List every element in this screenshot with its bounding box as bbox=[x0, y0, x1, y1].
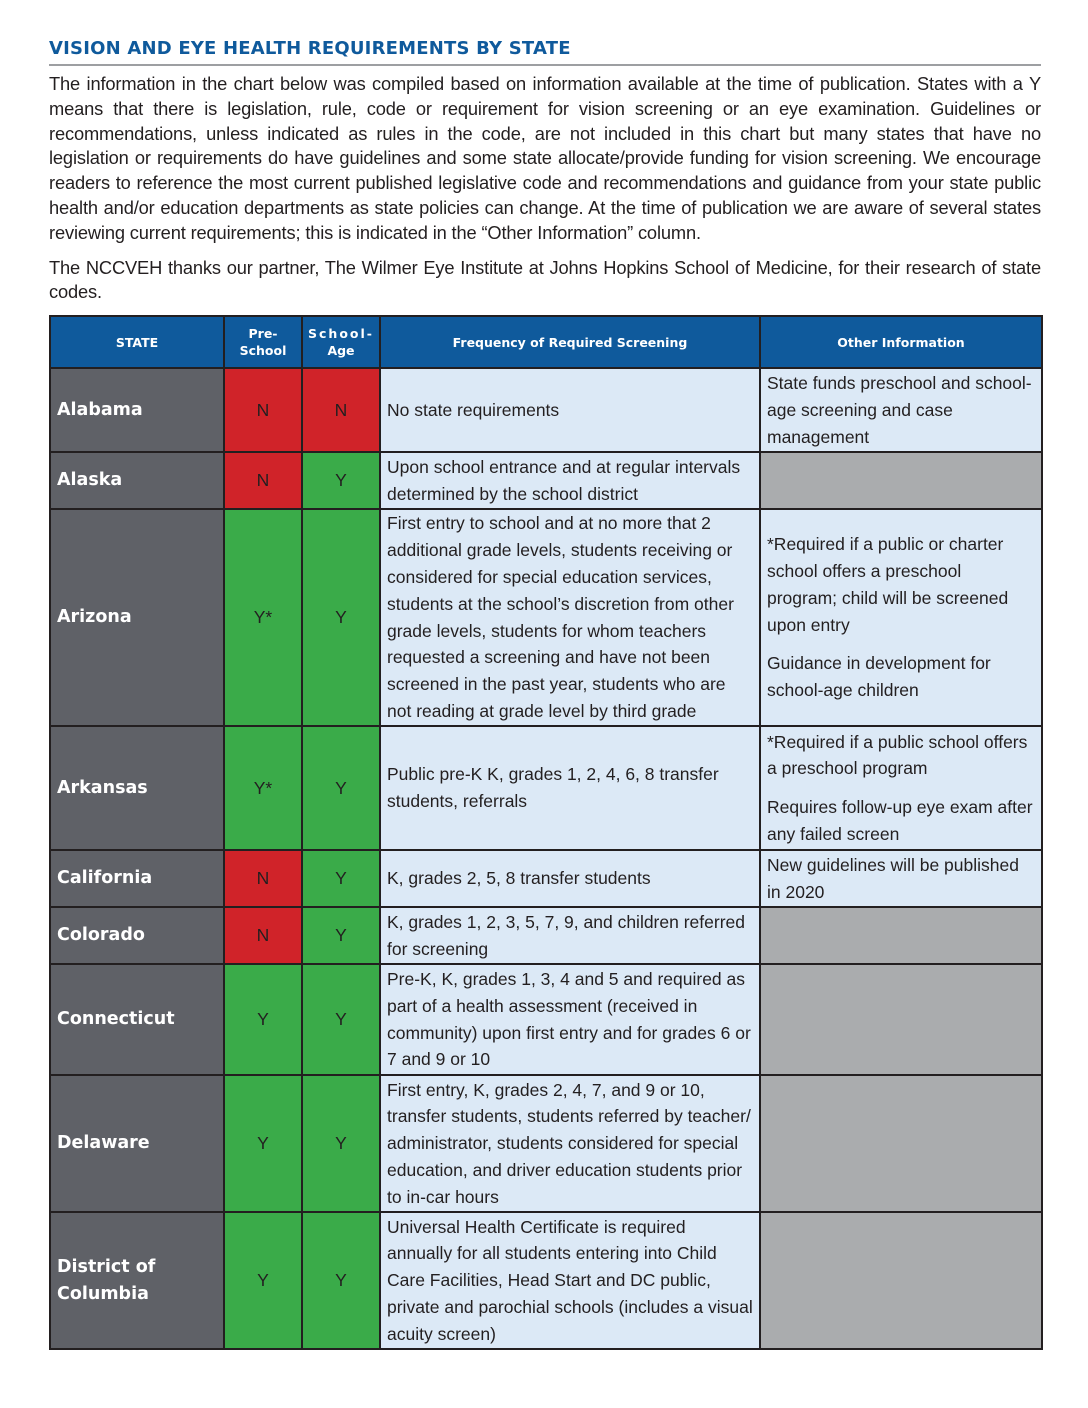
header-frequency: Frequency of Required Screening bbox=[380, 316, 760, 368]
table-row bbox=[50, 452, 1042, 509]
other-info-text: *Required if a public school offers a preschool program bbox=[767, 731, 1028, 779]
schoolage-status-cell: Y bbox=[302, 1212, 380, 1349]
other-info-text: *Required if a public or charter school offers a preschool program; child will be screened upon entry bbox=[767, 534, 1009, 635]
state-name-cell: Colorado bbox=[50, 907, 224, 964]
state-name-cell: Alaska bbox=[50, 452, 224, 509]
preschool-status-cell: N bbox=[224, 850, 302, 907]
state-name-cell: Arkansas bbox=[50, 726, 224, 850]
other-info-cell bbox=[760, 452, 1042, 509]
table-row bbox=[50, 964, 1042, 1075]
preschool-status-cell: Y bbox=[224, 1212, 302, 1349]
header-preschool-line2: School bbox=[239, 343, 287, 359]
frequency-cell: No state requirements bbox=[380, 368, 760, 452]
state-name-cell: Delaware bbox=[50, 1075, 224, 1212]
schoolage-status-cell: Y bbox=[302, 452, 380, 509]
other-info-cell bbox=[760, 1212, 1042, 1349]
header-preschool bbox=[224, 316, 302, 368]
schoolage-status-cell: Y bbox=[302, 509, 380, 726]
table-row bbox=[50, 1075, 1042, 1212]
frequency-cell: K, grades 1, 2, 3, 5, 7, 9, and children referred for screening bbox=[380, 907, 760, 964]
preschool-status-cell: Y* bbox=[224, 509, 302, 726]
table-header-row bbox=[50, 316, 1042, 368]
frequency-cell: First entry to school and at no more that 2 additional grade levels, students receiving or considered for special education services, students at the school’s discretion from other grade levels, students for whom teachers requested a screening and have not been screened in the past year, students who are not reading at grade level by third grade bbox=[380, 509, 760, 726]
preschool-status-cell: Y* bbox=[224, 726, 302, 850]
schoolage-status-cell: N bbox=[302, 368, 380, 452]
state-name-cell: District of Columbia bbox=[50, 1212, 224, 1349]
preschool-status-cell: Y bbox=[224, 1075, 302, 1212]
state-name-cell: Alabama bbox=[50, 368, 224, 452]
header-preschool-line1: Pre- bbox=[248, 326, 278, 342]
schoolage-status-cell: Y bbox=[302, 1075, 380, 1212]
other-info-cell bbox=[760, 509, 1042, 726]
header-schoolage bbox=[302, 316, 380, 368]
table-row bbox=[50, 1212, 1042, 1349]
preschool-status-cell: N bbox=[224, 368, 302, 452]
page-title: VISION AND EYE HEALTH REQUIREMENTS BY STATE bbox=[49, 38, 571, 59]
state-name-cell: Arizona bbox=[50, 509, 224, 726]
table-row bbox=[50, 907, 1042, 964]
table-row bbox=[50, 726, 1042, 850]
other-info-cell bbox=[760, 907, 1042, 964]
frequency-cell: Pre-K, K, grades 1, 3, 4 and 5 and required as part of a health assessment (received in community) upon first entry and for grades 6 or 7 and 9 or 10 bbox=[380, 964, 760, 1075]
other-info-cell bbox=[760, 850, 1042, 907]
table-row bbox=[50, 850, 1042, 907]
other-info-text: Requires follow-up eye exam after any failed screen bbox=[767, 797, 1033, 844]
preschool-status-cell: Y bbox=[224, 964, 302, 1075]
other-info-text: Guidance in development for school-age children bbox=[767, 653, 991, 701]
other-info-cell bbox=[760, 368, 1042, 452]
schoolage-status-cell: Y bbox=[302, 907, 380, 964]
page bbox=[49, 38, 1041, 1350]
requirements-table bbox=[49, 315, 1043, 1350]
schoolage-status-cell: Y bbox=[302, 964, 380, 1075]
other-info-cell bbox=[760, 726, 1042, 850]
other-info-text: New guidelines will be published in 2020 bbox=[767, 854, 1019, 902]
table-row bbox=[50, 368, 1042, 452]
state-name-cell: Connecticut bbox=[50, 964, 224, 1075]
preschool-status-cell: N bbox=[224, 907, 302, 964]
other-info-cell bbox=[760, 1075, 1042, 1212]
frequency-cell: K, grades 2, 5, 8 transfer students bbox=[380, 850, 760, 907]
preschool-status-cell: N bbox=[224, 452, 302, 509]
thanks-paragraph: The NCCVEH thanks our partner, The Wilmer Eye Institute at Johns Hopkins School of Medicine, for their research of state codes. bbox=[49, 256, 1041, 303]
header-state: STATE bbox=[50, 316, 224, 368]
header-other: Other Information bbox=[760, 316, 1042, 368]
frequency-cell: Universal Health Certificate is required annually for all students entering into Child Care Facilities, Head Start and DC public, private and parochial schools (includes a visual acuity screen) bbox=[380, 1212, 760, 1349]
schoolage-status-cell: Y bbox=[302, 850, 380, 907]
frequency-cell: Upon school entrance and at regular intervals determined by the school district bbox=[380, 452, 760, 509]
table-row bbox=[50, 509, 1042, 726]
header-schoolage-line2: Age bbox=[327, 343, 355, 359]
header-schoolage-line1: School- bbox=[308, 326, 374, 342]
frequency-cell: First entry, K, grades 2, 4, 7, and 9 or 10, transfer students, students referred by teacher/ administrator, students considered for special education, and driver education students prior to in-car hours bbox=[380, 1075, 760, 1212]
schoolage-status-cell: Y bbox=[302, 726, 380, 850]
title-divider bbox=[49, 64, 1041, 66]
intro-paragraph: The information in the chart below was compiled based on information available at the time of publication. States with a Y means that there is legislation, rule, code or requirement for vision screening or an eye examination. Guidelines or recommendations, unless indicated as rules in the code, are not included in this chart but many states that have no legislation or requirements do have guidelines and some state allocate/provide funding for vision screening. We encourage readers to reference the most current published legislative code and recommendations and guidance from your state public health and/or education departments as state policies can change. At the time of publication we are aware of several states reviewing current requirements; this is indicated in the “Other Information” column. bbox=[49, 73, 1041, 243]
frequency-cell: Public pre-K K, grades 1, 2, 4, 6, 8 transfer students, referrals bbox=[380, 726, 760, 850]
other-info-text: State funds preschool and school-age screening and case management bbox=[767, 372, 1032, 447]
state-name-cell: California bbox=[50, 850, 224, 907]
other-info-cell bbox=[760, 964, 1042, 1075]
